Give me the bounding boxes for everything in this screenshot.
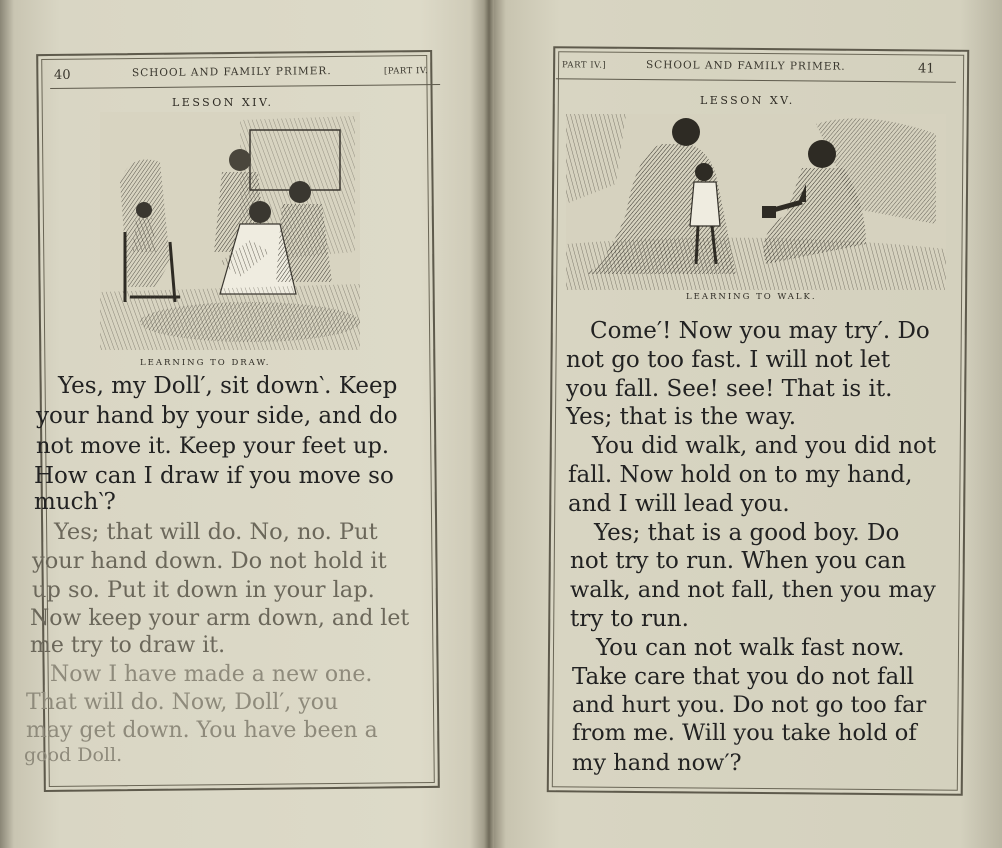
engraving-learning-to-draw [100,112,360,350]
text-line: me try to draw it. [30,633,226,658]
text-line: not move it. Keep your feet up. [36,433,390,459]
left-part-label: [PART IV. [383,66,429,77]
text-line: Come′! Now you may try′. Do [590,318,930,344]
text-line: That will do. Now, Doll′, you [26,690,339,715]
text-line: not go too fast. I will not let [566,347,891,373]
right-page-number: 41 [917,61,935,77]
left-page [0,0,484,848]
book-gutter [484,0,494,848]
left-caption: LEARNING TO DRAW. [140,358,271,368]
text-line: You did walk, and you did not [592,433,937,459]
text-line: and I will lead you. [568,491,790,517]
text-line: Yes; that will do. No, no. Put [54,519,378,545]
text-line: your hand down. Do not hold it [32,548,387,574]
text-line: try to run. [570,606,689,632]
text-line: Yes; that is a good boy. Do [594,520,900,546]
text-line: Take care that you do not fall [572,664,914,690]
right-page [494,0,1002,848]
text-line: Now keep your arm down, and let [30,606,410,631]
left-page-number: 40 [53,67,71,83]
text-line: fall. Now hold on to my hand, [568,462,913,488]
left-running-title: SCHOOL AND FAMILY PRIMER. [131,65,332,80]
text-line: from me. Will you take hold of [572,720,917,746]
text-line: How can I draw if you move so [34,463,394,489]
text-line: Now I have made a new one. [50,662,373,687]
left-lesson-heading: LESSON XIV. [172,96,274,109]
text-line: and hurt you. Do not go too far [572,692,927,718]
text-line: good Doll. [24,744,123,766]
right-running-head [556,52,956,82]
text-line: much‵? [34,489,116,515]
text-line: your hand by your side, and do [36,403,398,429]
text-line: Yes, my Doll′, sit down‵. Keep [58,373,398,399]
text-line: up so. Put it down in your lap. [32,577,375,603]
right-caption: LEARNING TO WALK. [686,292,817,302]
text-line: Yes; that is the way. [566,404,797,430]
text-line: you fall. See! see! That is it. [566,376,893,402]
text-line: walk, and not fall, then you may [570,577,936,603]
text-line: not try to run. When you can [570,548,906,574]
right-part-label: PART IV.] [561,60,607,71]
text-line: may get down. You have been a [26,718,378,743]
text-line: my hand now′? [572,750,742,776]
left-running-head [50,58,440,89]
text-line: You can not walk fast now. [596,635,905,661]
engraving-learning-to-walk [566,114,946,290]
right-running-title: SCHOOL AND FAMILY PRIMER. [645,59,846,73]
right-lesson-heading: LESSON XV. [700,94,795,107]
